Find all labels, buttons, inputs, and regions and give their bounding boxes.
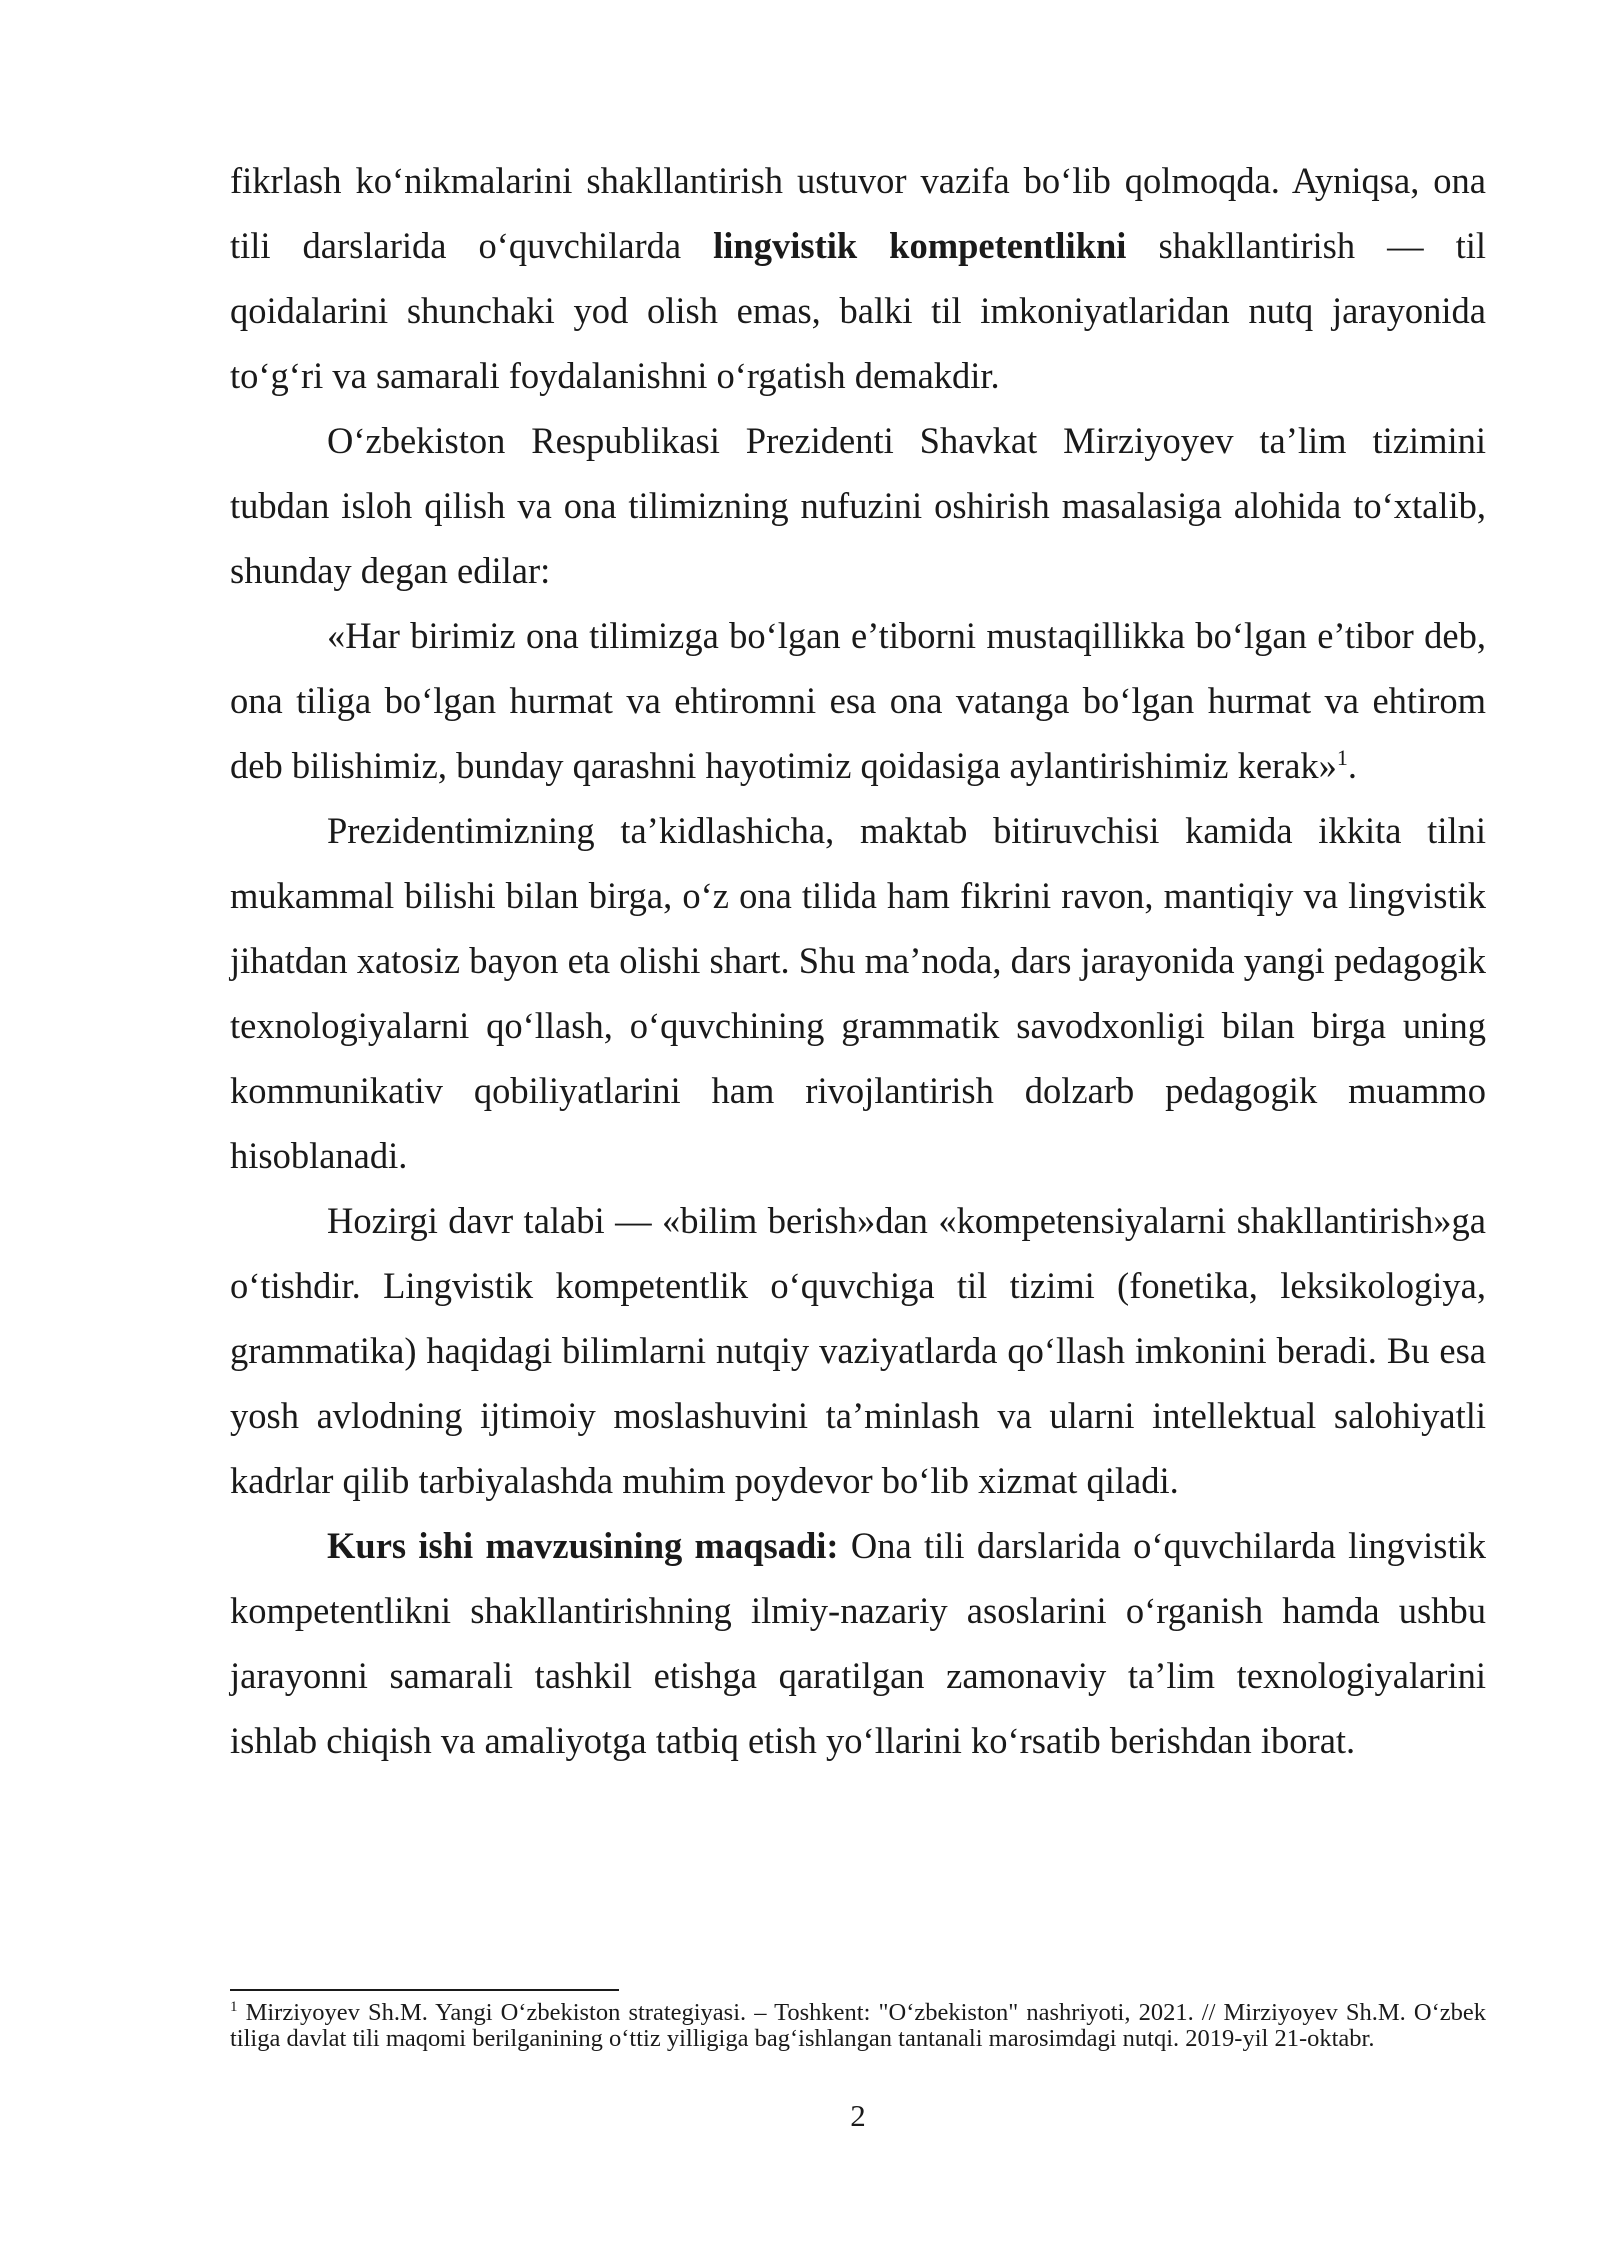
paragraph-3: Prezidentimizning ta’kidlashicha, maktab bitiruvchisi kamida ikkita tilni mukammal bilishi bilan birga, o‘z ona tilida ham fikrini ravon, mantiqiy va lingvistik jihatdan xatosiz bayon eta olishi shart. Shu ma’noda, dars jarayonida yangi pedagogik texnologiyalarni qo‘llash, o‘quvchining grammatik savodxonligi bilan birga uning kommunikativ qobiliyatlarini ham rivojlantirish dolzarb pedagogik muammo hisoblanadi. (230, 810, 1486, 1176)
paragraph-5 (230, 1513, 1486, 1773)
footnote-reference[interactable]: 1 (1336, 744, 1348, 770)
footnote-separator (230, 1989, 619, 1991)
paragraph-1 (230, 148, 1486, 408)
paragraph-5-bold-heading: Kurs ishi mavzusining maqsadi: (327, 1525, 839, 1566)
document-body (230, 148, 1486, 1773)
paragraph-1-text: fikrlash ko‘nikmalarini shakllantirish ustuvor vazifa bo‘lib qolmoqda. Ayniqsa, ona tili darslarida o‘quvchilarda (230, 160, 1486, 266)
paragraph-5-rest: Ona tili darslarida o‘quvchilarda lingvistik kompetentlikni shakllantirishning ilmiy-nazariy asoslarini o‘rganish hamda ushbu jarayonni samarali tashkil etishga qaratilgan zamonaviy ta’lim texnologiyalarini ishlab chiqish va amaliyotga tatbiq etish yo‘llarini ko‘rsatib berishdan iborat. (230, 1525, 1486, 1761)
paragraph-4: Hozirgi davr talabi — «bilim berish»dan «kompetensiyalarni shakllantirish»ga o‘tishdir. Lingvistik kompetentlik o‘quvchiga til tizimi (fonetika, leksikologiya, grammatika) haqidagi bilimlarni nutqiy vaziyatlarda qo‘llash imkonini beradi. Bu esa yosh avlodning ijtimoiy moslashuvini ta’minlash va ularni intellektual salohiyatli kadrlar qilib tarbiyalashda muhim poydevor bo‘lib xizmat qiladi. (230, 1200, 1486, 1501)
paragraph-1-rest: shakllantirish — til qoidalarini shunchaki yod olish emas, balki til imkoniyatlaridan nutq jarayonida to‘g‘ri va samarali foydalanishni o‘rgatish demakdir. (230, 225, 1487, 396)
paragraph-1-bold-term: lingvistik kompetentlikni (713, 225, 1127, 266)
quote-end: . (1347, 745, 1358, 786)
footnote-marker: 1 (230, 1998, 238, 2015)
footnote-text: Mirziyoyev Sh.M. Yangi O‘zbekiston strategiyasi. – Toshkent: "O‘zbekiston" nashriyoti, 2021. // Mirziyoyev Sh.M. O‘zbek tiliga davlat tili maqomi berilganining o‘ttiz yilligiga bag‘ishlangan tantanali marosimdagi nutqi. 2019-yil 21-oktabr. (230, 1999, 1486, 2052)
page-number: 2 (850, 2098, 866, 2133)
paragraph-2: O‘zbekiston Respublikasi Prezidenti Shavkat Mirziyoyev ta’lim tizimini tubdan isloh qilish va ona tilimizning nufuzini oshirish masalasiga alohida to‘xtalib, shunday degan edilar: (230, 420, 1486, 591)
quote-paragraph (230, 603, 1486, 798)
footnote (230, 2000, 1486, 2052)
quote-text: «Har birimiz ona tilimizga bo‘lgan e’tiborni mustaqillikka bo‘lgan e’tibor deb, ona tiliga bo‘lgan hurmat va ehtiromni esa ona vatanga bo‘lgan hurmat va ehtirom deb bilishimiz, bunday qarashni hayotimiz qoidasiga aylantirishimiz kerak» (230, 615, 1486, 786)
